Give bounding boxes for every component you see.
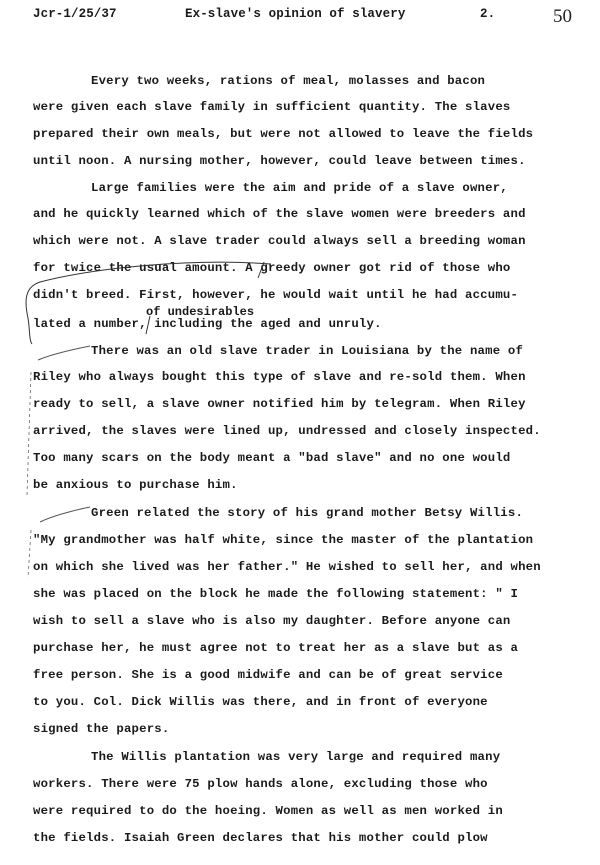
editing-bracket-mark xyxy=(258,262,264,278)
editing-bracket-mark xyxy=(26,262,271,344)
header-page-marker: 2. xyxy=(480,7,496,21)
body-line: The Willis plantation was very large and required many xyxy=(91,750,501,764)
body-line: were required to do the hoeing. Women as well as men worked in xyxy=(33,804,503,818)
header-title: Ex-slave's opinion of slavery xyxy=(185,7,406,21)
body-line: to you. Col. Dick Willis was there, and in front of everyone xyxy=(33,695,488,709)
body-line: There was an old slave trader in Louisiana by the name of xyxy=(91,344,524,358)
body-line: prepared their own meals, but were not allowed to leave the fields xyxy=(33,127,534,141)
margin-line xyxy=(27,372,31,495)
editing-bracket-mark xyxy=(38,346,90,360)
body-line: wish to sell a slave who is also my daughter. Before anyone can xyxy=(33,614,511,628)
body-line: Every two weeks, rations of meal, molasses and bacon xyxy=(91,74,486,88)
body-line: ready to sell, a slave owner notified him by telegram. When Riley xyxy=(33,397,526,411)
body-line: arrived, the slaves were lined up, undressed and closely inspected. xyxy=(33,424,541,438)
body-line: be anxious to purchase him. xyxy=(33,478,238,492)
body-line: the fields. Isaiah Green declares that his mother could plow xyxy=(33,831,488,845)
handwritten-page-number: 50 xyxy=(553,6,572,27)
body-line: and he quickly learned which of the slave women were breeders and xyxy=(33,207,526,221)
body-line: didn't breed. First, however, he would wait until he had accumu- xyxy=(33,288,519,302)
body-line: were given each slave family in sufficient quantity. The slaves xyxy=(33,100,511,114)
body-line: until noon. A nursing mother, however, could leave between times. xyxy=(33,154,526,168)
body-line: signed the papers. xyxy=(33,722,170,736)
body-line: Too many scars on the body meant a "bad slave" and no one would xyxy=(33,451,511,465)
body-line: free person. She is a good midwife and can be of great service xyxy=(33,668,503,682)
body-line: workers. There were 75 plow hands alone, excluding those who xyxy=(33,777,488,791)
body-line: Large families were the aim and pride of a slave owner, xyxy=(91,181,508,195)
body-line: lated a number, including the aged and unruly. xyxy=(33,317,382,331)
insertion-caret xyxy=(146,316,150,334)
margin-line xyxy=(28,530,31,578)
editing-bracket-mark xyxy=(40,507,90,522)
body-line: for twice the usual amount. A greedy owner got rid of those who xyxy=(33,261,511,275)
body-line: Riley who always bought this type of slave and re-sold them. When xyxy=(33,370,526,384)
body-line: she was placed on the block he made the following statement: " I xyxy=(33,587,519,601)
header-reference: Jcr-1/25/37 xyxy=(33,7,117,21)
body-line: on which she lived was her father." He wished to sell her, and when xyxy=(33,560,541,574)
body-line: "My grandmother was half white, since the master of the plantation xyxy=(33,533,534,547)
handwritten-insertion: of undesirables xyxy=(146,305,255,319)
body-line: which were not. A slave trader could always sell a breeding woman xyxy=(33,234,526,248)
body-line: Green related the story of his grand mother Betsy Willis. xyxy=(91,506,524,520)
body-line: purchase her, he must agree not to treat her as a slave but as a xyxy=(33,641,519,655)
